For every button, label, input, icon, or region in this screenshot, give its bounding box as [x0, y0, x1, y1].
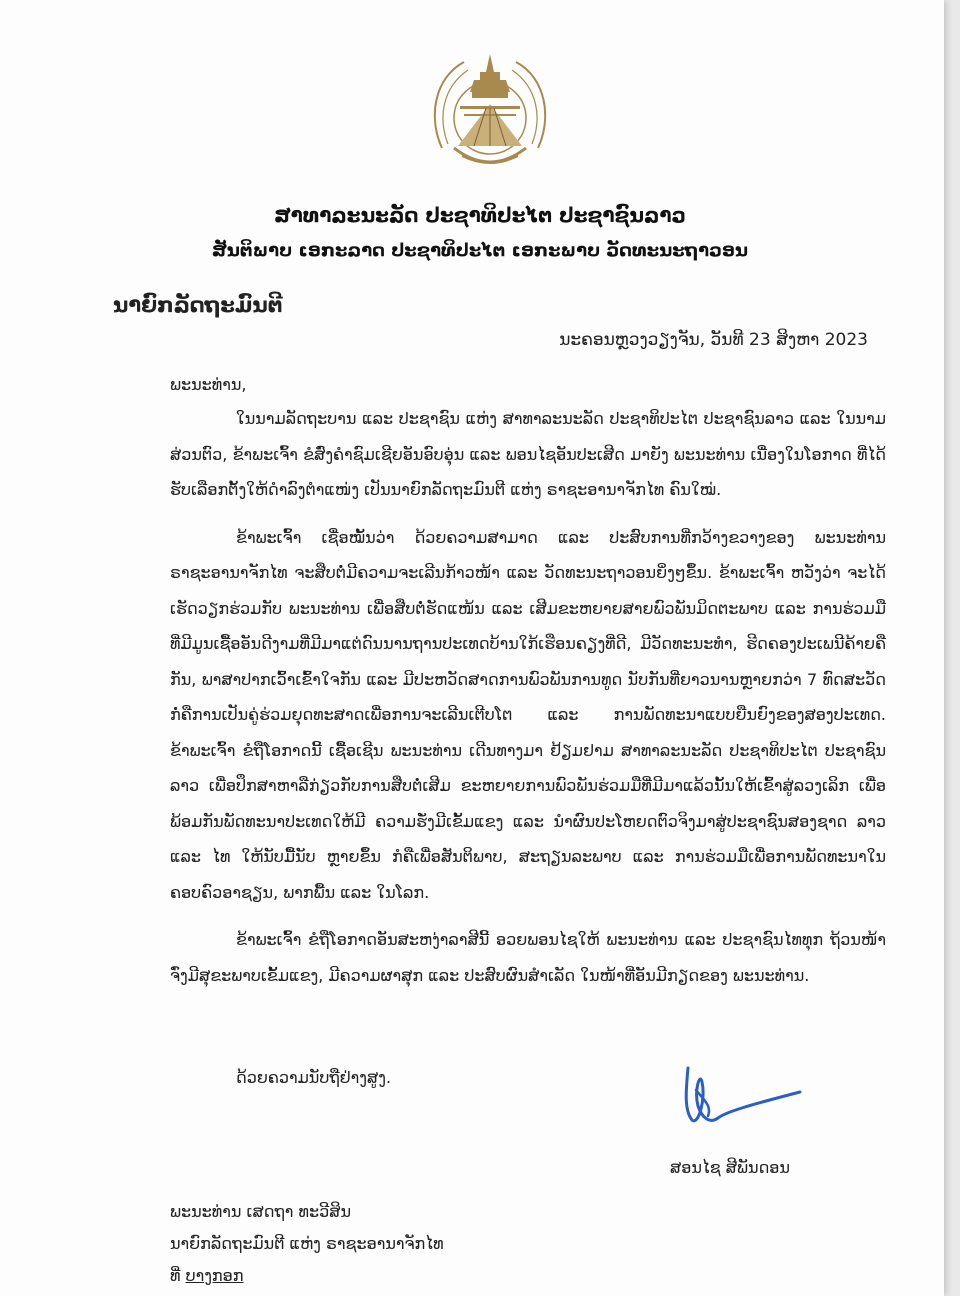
body-paragraph: ໃນນາມລັດຖະບານ ແລະ ປະຊາຊົນ ແຫ່ງ ສາທາລະນະລັດ ປະຊາທິປະໄຕ ປະຊາຊົນລາວ ແລະ ໃນນາມສ່ວນຕົວ, ຂ້າພະເຈົ້າ ຂໍສົ່ງຄໍາຊົມເຊີຍອັນອົບອຸ່ນ ແລະ ພອນໄຊອັນປະເສີດ ມາຍັງ ພະນະທ່ານ ເນື່ອງໃນໂອກາດ ທີ່ໄດ້ຮັບເລືອກຕັ້ງໃຫ້ດໍາລົງຕໍາແໜ່ງ ເປັນນາຍົກລັດຖະມົນຕີ ແຫ່ງ ຣາຊະອານາຈັກໄທ ຄົນໃໝ່.: [170, 409, 886, 499]
addressee-location: [170, 1260, 444, 1292]
addressee-at-prefix: ທີ່: [170, 1266, 181, 1285]
signer-name: ສອນໄຊ ສີພັນດອນ: [670, 1158, 790, 1177]
addressee-block: [170, 1196, 444, 1292]
closing-line: ດ້ວຍຄວາມນັບຖືຢ່າງສູງ.: [236, 1068, 392, 1087]
letterhead-country: ສາທາລະນະລັດ ປະຊາທິປະໄຕ ປະຊາຊົນລາວ: [274, 203, 686, 227]
dateline: ນະຄອນຫຼວງວຽງຈັນ, ວັນທີ 23 ສິງຫາ 2023: [559, 330, 868, 350]
body-paragraph: ຂ້າພະເຈົ້າ ເຊື່ອໝັ້ນວ່າ ດ້ວຍຄວາມສາມາດ ແລະ ປະສົບການທີ່ກວ້າງຂວາງຂອງ ພະນະທ່ານ ຣາຊະອານາຈັກໄທ ຈະສືບຕໍ່ມີຄວາມຈະເລີນກ້າວໜ້າ ແລະ ວັດທະນະຖາວອນຍິ່ງໆຂຶ້ນ. ຂ້າພະເຈົ້າ ຫວັງວ່າ ຈະໄດ້ເຮັດວຽກຮ່ວມກັບ ພະນະທ່ານ ເພື່ອສືບຕໍ່ຮັດແໜ້ນ ແລະ ເສີມຂະຫຍາຍສາຍພົວພັນມິດຕະພາບ ແລະ ການຮ່ວມມືທີ່ມີມູນເຊື້ອອັນດີງາມທີ່ມີມາແຕ່ດົນນານຖານປະເທດບ້ານໃກ້ເຮືອນຄຽງທີ່ດີ, ມີວັດທະນະທໍາ, ຮີດຄອງປະເພນີຄ້າຍຄືກັນ, ພາສາປາກເວົ້າເຂົ້າໃຈກັນ ແລະ ມີປະຫວັດສາດການພົວພັນການທູດ ນັບກັນທີ່ຍາວນານຫຼາຍກວ່າ 7 ທົດສະວັດ ກໍ່ຄືການເປັນຄູ່ຮ່ວມຍຸດທະສາດເພື່ອການຈະເລີນເຕີບໂຕ ແລະ ການພັດທະນາແບບຍືນຍົງຂອງສອງປະເທດ. ຂ້າພະເຈົ້າ ຂໍຖືໂອກາດນີ້ ເຊື້ອເຊີນ ພະນະທ່ານ ເດີນທາງມາ ຢ້ຽມຢາມ ສາທາລະນະລັດ ປະຊາທິປະໄຕ ປະຊາຊົນລາວ ເພື່ອປຶກສາຫາລືກ່ຽວກັບການສືບຕໍ່ເສີມ ຂະຫຍາຍການພົວພັນຮ່ວມມືທີ່ມີມາແລ້ວນັ້ນໃຫ້ເຂົ້າສູ່ລວງເລິກ ເພື່ອພ້ອມກັນພັດທະນາປະເທດໃຫ້ມີ ຄວາມຮັ່ງມີເຂັ້ມແຂງ ແລະ ນໍາຜົນປະໂຫຍດຕົວຈິງມາສູ່ປະຊາຊົນສອງຊາດ ລາວ ແລະ ໄທ ໃຫ້ນັບມື້ນັບ ຫຼາຍຂຶ້ນ ກໍຄືເພື່ອສັນຕິພາບ, ສະຖຽນລະພາບ ແລະ ການຮ່ວມມືເພື່ອການພັດທະນາໃນຄອບຄົວອາຊຽນ, ພາກພື້ນ ແລະ ໃນໂລກ.: [170, 527, 886, 902]
addressee-name: ພະນະທ່ານ ເສດຖາ ທະວີສິນ: [170, 1202, 351, 1221]
office-title: ນາຍົກລັດຖະມົນຕີ: [113, 293, 283, 317]
body-paragraph: ຂ້າພະເຈົ້າ ຂໍຖືໂອກາດອັນສະຫງ່າລາສີນີ້ ອວຍພອນໄຊໃຫ້ ພະນະທ່ານ ແລະ ປະຊາຊົນໄທທຸກ ຖ້ວນໜ້າ ຈົ່ງມີສຸຂະພາບເຂັ້ມແຂງ, ມີຄວາມຜາສຸກ ແລະ ປະສົບຜົນສໍາເລັດ ໃນໜ້າທີ່ອັນມີກຽດຂອງ ພະນະທ່ານ.: [170, 930, 886, 985]
letter-body: [170, 401, 886, 1005]
salutation: ພະນະທ່ານ,: [170, 375, 247, 394]
addressee-city: ບາງກອກ: [185, 1266, 244, 1285]
national-emblem: [424, 48, 556, 176]
letterhead-motto: ສັນຕິພາບ ເອກະລາດ ປະຊາທິປະໄຕ ເອກະພາບ ວັດທະນະຖາວອນ: [211, 240, 749, 261]
addressee-title: ນາຍົກລັດຖະມົນຕີ ແຫ່ງ ຣາຊະອານາຈັກໄທ: [170, 1234, 444, 1253]
signature: [676, 1060, 806, 1140]
